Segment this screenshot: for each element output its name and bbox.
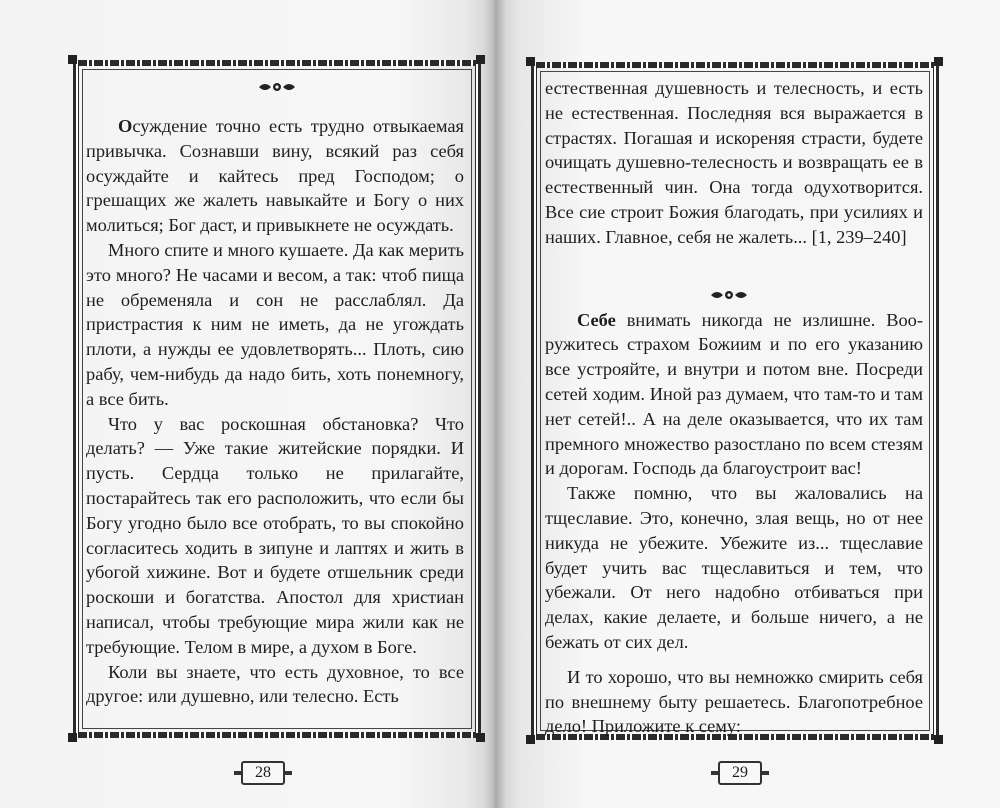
corner-square-icon (934, 735, 943, 744)
left-page-text (86, 114, 464, 709)
corner-square-icon (68, 733, 77, 742)
paragraph: Осуждение точно есть трудно отвыкаемая привычка. Сознавши вину, всякий раз себя осуждайте и кайтесь пред Господом; о грешащих же жалеть навыкайте и Богу о них молиться; Бог даст, и привыкнете не осуждать. (86, 116, 464, 236)
page-number: 29 (718, 761, 762, 785)
book-gutter (484, 0, 506, 808)
paragraph: Что у вас роскошная обстановка? Что делать? — Уже такие житейские порядки. И пусть. Сердца только не прилагайте, постарайтесь так его расположить, что если бы Богу угодно было все отобрать, то вы спокойно согласитесь ходить в зипуне и лаптях и жить в убогой хижине. Вот и будете отшельник среди роскоши и богатства. Апостол для христиан написал, чтобы требующие мира жили как не требующие. Телом в мире, а духом в Боге. (86, 413, 464, 657)
right-page-text (545, 76, 923, 739)
left-page (0, 0, 494, 808)
paragraph: И то хорошо, что вы немножко смирить себя по внешнему быту решаетесь. Благопотребное дело! Приложите к сему: (545, 666, 923, 737)
page-number: 28 (241, 761, 285, 785)
drop-cap: О (118, 116, 133, 136)
paragraph: естественная душевность и телесность, и есть не естественная. Последняя вся выражается в страстях. Погашая и искореняя страсти, будете очищать душевно-телесность и возвращать ее в естественный чин. Она тогда одухотворится. Все сие строит Божия благодать, при усилиях и наших. Главное, себя не жалеть... [1, 239–240] (545, 78, 923, 247)
ornament-icon (257, 80, 297, 94)
paragraph: Много спите и много кушаете. Да как мерить это много? Не часами и весом, а так: чтоб пища не обременяла и сон не расслаблял. Да пристрастия к ним не иметь, да не угождать плоти, а нужды ее удовлетворять... Плоть, сию рабу, чем-нибудь да надо бить, хоть понемногу, а все бить. (86, 239, 464, 409)
corner-square-icon (526, 57, 535, 66)
paragraph: Также помню, что вы жаловались на тщеславие. Это, конечно, злая вещь, но от нее никуда не убежите. Убежите из... тщеславие будет учить вас тщеславиться и тем, что убежали. От него надобно отбиваться при делах, какие делаете, и больше ничего, а не бежать от сих дел. (545, 483, 923, 652)
corner-square-icon (526, 735, 535, 744)
paragraph: Себе внимать никогда не излишне. Вооружитесь страхом Божиим и по его указанию все устрояйте, и внутри и потом вне. Посреди сетей ходим. Иной раз думаем, что там-то и там нет сетей!.. А на деле оказывается, что их там премного множество разостлано по всем стезям и дорогам. Господь да благоустроит вас! (545, 309, 923, 479)
corner-square-icon (934, 57, 943, 66)
paragraph: Коли вы знаете, что есть духовное, то все другое: или душевно, или телесно. Есть (86, 661, 464, 707)
corner-square-icon (68, 55, 77, 64)
drop-cap: Себе (577, 309, 616, 330)
ornament-icon (709, 288, 749, 302)
